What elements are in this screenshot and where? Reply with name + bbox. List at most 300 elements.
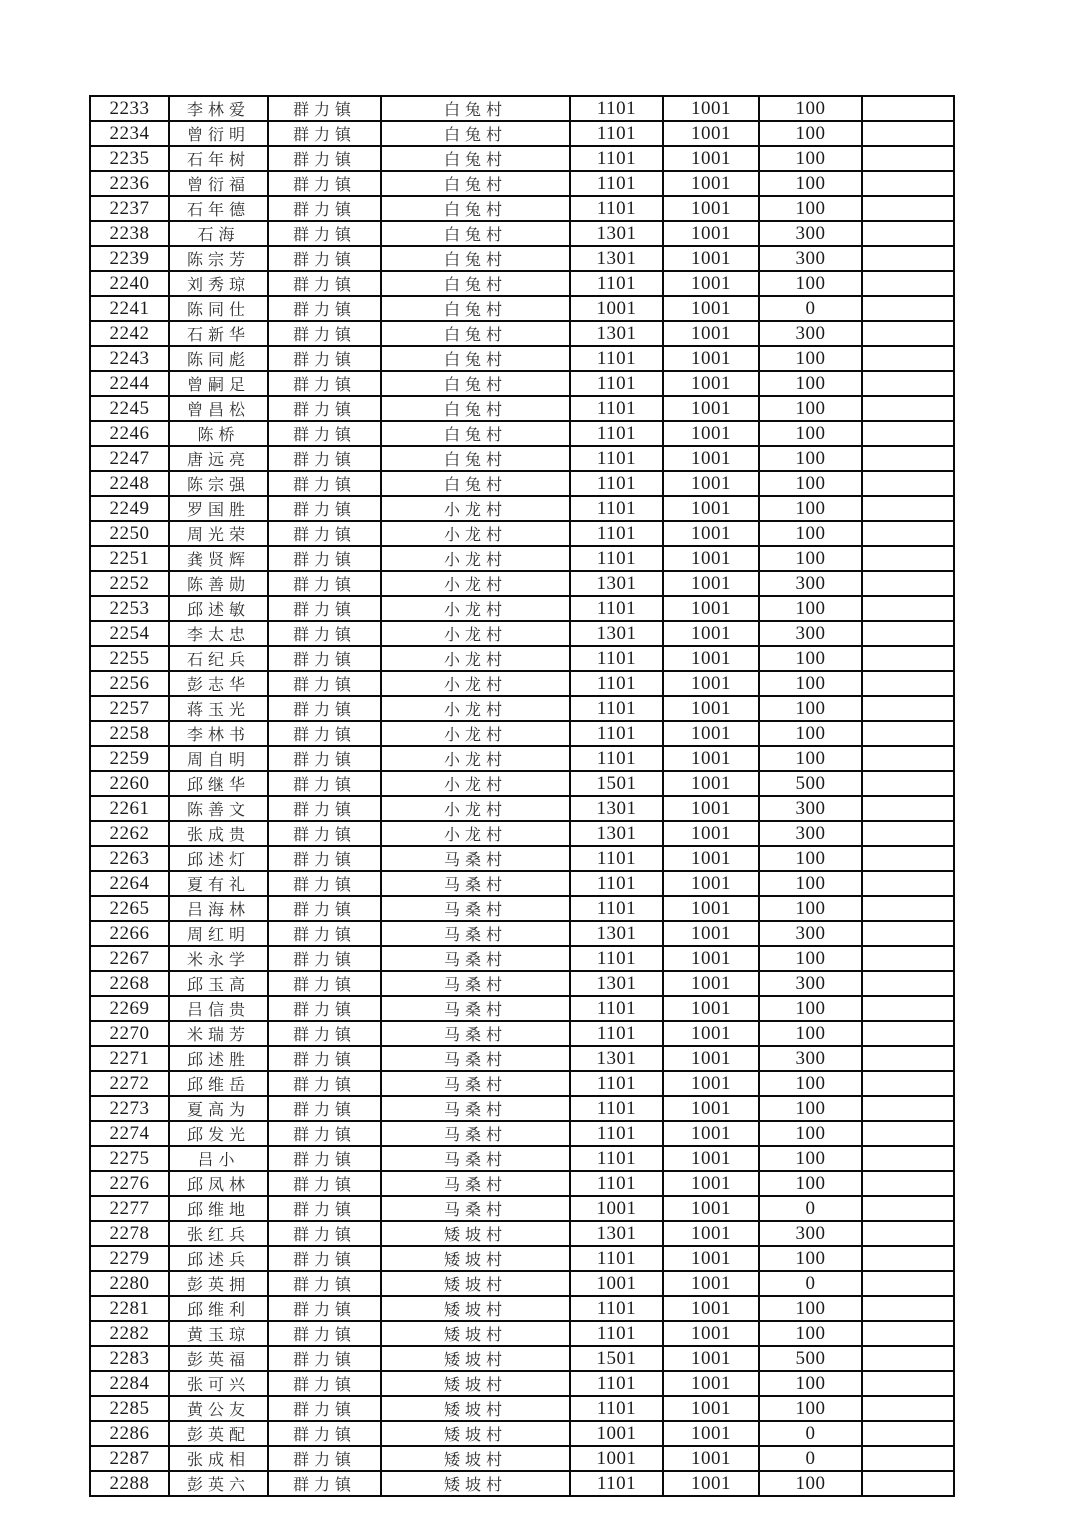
value2-cell: 1001: [663, 221, 759, 246]
town-cell: 群力镇: [268, 721, 381, 746]
value2-cell: 1001: [663, 596, 759, 621]
value3-cell: 100: [759, 1396, 862, 1421]
town-cell: 群力镇: [268, 796, 381, 821]
town-cell: 群力镇: [268, 171, 381, 196]
value3-cell: 100: [759, 746, 862, 771]
index-cell: 2286: [90, 1421, 169, 1446]
name-cell: 陈桥: [169, 421, 268, 446]
table-row: [90, 446, 954, 471]
value3-cell: 100: [759, 496, 862, 521]
blank-cell: [862, 1221, 954, 1246]
value2-cell: 1001: [663, 571, 759, 596]
name-cell: 张成相: [169, 1446, 268, 1471]
index-cell: 2265: [90, 896, 169, 921]
value3-cell: 100: [759, 271, 862, 296]
index-cell: 2235: [90, 146, 169, 171]
table-row: [90, 496, 954, 521]
name-cell: 邱述兵: [169, 1246, 268, 1271]
value2-cell: 1001: [663, 1446, 759, 1471]
value3-cell: 100: [759, 471, 862, 496]
value1-cell: 1001: [570, 1421, 663, 1446]
value3-cell: 100: [759, 371, 862, 396]
town-cell: 群力镇: [268, 596, 381, 621]
town-cell: 群力镇: [268, 1196, 381, 1221]
value1-cell: 1101: [570, 546, 663, 571]
table-row: [90, 1271, 954, 1296]
town-cell: 群力镇: [268, 496, 381, 521]
blank-cell: [862, 1121, 954, 1146]
blank-cell: [862, 671, 954, 696]
value1-cell: 1101: [570, 871, 663, 896]
blank-cell: [862, 1196, 954, 1221]
value3-cell: 100: [759, 1171, 862, 1196]
value2-cell: 1001: [663, 1471, 759, 1496]
name-cell: 李林书: [169, 721, 268, 746]
village-cell: 小龙村: [381, 821, 570, 846]
table-row: [90, 1421, 954, 1446]
index-cell: 2252: [90, 571, 169, 596]
value3-cell: 300: [759, 1046, 862, 1071]
blank-cell: [862, 996, 954, 1021]
name-cell: 彭志华: [169, 671, 268, 696]
table-row: [90, 1321, 954, 1346]
town-cell: 群力镇: [268, 146, 381, 171]
value2-cell: 1001: [663, 96, 759, 121]
blank-cell: [862, 1396, 954, 1421]
index-cell: 2255: [90, 646, 169, 671]
table-row: [90, 1121, 954, 1146]
village-cell: 小龙村: [381, 771, 570, 796]
value2-cell: 1001: [663, 296, 759, 321]
table-row: [90, 546, 954, 571]
table-row: [90, 196, 954, 221]
table-row: [90, 646, 954, 671]
value2-cell: 1001: [663, 821, 759, 846]
index-cell: 2278: [90, 1221, 169, 1246]
value3-cell: 100: [759, 1096, 862, 1121]
village-cell: 马桑村: [381, 996, 570, 1021]
index-cell: 2269: [90, 996, 169, 1021]
value1-cell: 1101: [570, 746, 663, 771]
index-cell: 2250: [90, 521, 169, 546]
town-cell: 群力镇: [268, 1321, 381, 1346]
town-cell: 群力镇: [268, 1246, 381, 1271]
table-row: [90, 621, 954, 646]
table-row: [90, 1246, 954, 1271]
town-cell: 群力镇: [268, 96, 381, 121]
table-row: [90, 671, 954, 696]
value3-cell: 100: [759, 346, 862, 371]
blank-cell: [862, 371, 954, 396]
value2-cell: 1001: [663, 1346, 759, 1371]
table-row: [90, 121, 954, 146]
value2-cell: 1001: [663, 546, 759, 571]
blank-cell: [862, 771, 954, 796]
value2-cell: 1001: [663, 771, 759, 796]
name-cell: 刘秀琼: [169, 271, 268, 296]
value1-cell: 1301: [570, 921, 663, 946]
index-cell: 2261: [90, 796, 169, 821]
value3-cell: 0: [759, 1421, 862, 1446]
value2-cell: 1001: [663, 846, 759, 871]
value1-cell: 1001: [570, 296, 663, 321]
town-cell: 群力镇: [268, 421, 381, 446]
index-cell: 2238: [90, 221, 169, 246]
town-cell: 群力镇: [268, 821, 381, 846]
name-cell: 李林爱: [169, 96, 268, 121]
village-cell: 矮坡村: [381, 1421, 570, 1446]
value3-cell: 100: [759, 1146, 862, 1171]
value1-cell: 1101: [570, 1121, 663, 1146]
value1-cell: 1001: [570, 1446, 663, 1471]
value1-cell: 1101: [570, 1146, 663, 1171]
value1-cell: 1501: [570, 771, 663, 796]
table-row: [90, 521, 954, 546]
value3-cell: 300: [759, 796, 862, 821]
value3-cell: 100: [759, 646, 862, 671]
value1-cell: 1101: [570, 646, 663, 671]
value2-cell: 1001: [663, 321, 759, 346]
blank-cell: [862, 271, 954, 296]
value2-cell: 1001: [663, 1021, 759, 1046]
value1-cell: 1101: [570, 1296, 663, 1321]
name-cell: 石海: [169, 221, 268, 246]
village-cell: 白兔村: [381, 196, 570, 221]
table-row: [90, 271, 954, 296]
town-cell: 群力镇: [268, 1221, 381, 1246]
name-cell: 龚贤辉: [169, 546, 268, 571]
index-cell: 2260: [90, 771, 169, 796]
table-row: [90, 996, 954, 1021]
value2-cell: 1001: [663, 1371, 759, 1396]
name-cell: 蒋玉光: [169, 696, 268, 721]
town-cell: 群力镇: [268, 1371, 381, 1396]
value2-cell: 1001: [663, 646, 759, 671]
town-cell: 群力镇: [268, 1271, 381, 1296]
value1-cell: 1101: [570, 1321, 663, 1346]
table-row: [90, 146, 954, 171]
name-cell: 彭英配: [169, 1421, 268, 1446]
roster-table-body: [90, 96, 954, 1496]
value1-cell: 1101: [570, 346, 663, 371]
blank-cell: [862, 96, 954, 121]
index-cell: 2287: [90, 1446, 169, 1471]
town-cell: 群力镇: [268, 321, 381, 346]
town-cell: 群力镇: [268, 221, 381, 246]
village-cell: 矮坡村: [381, 1446, 570, 1471]
value1-cell: 1101: [570, 1071, 663, 1096]
village-cell: 白兔村: [381, 171, 570, 196]
index-cell: 2264: [90, 871, 169, 896]
village-cell: 马桑村: [381, 1021, 570, 1046]
table-row: [90, 846, 954, 871]
name-cell: 陈宗芳: [169, 246, 268, 271]
name-cell: 石年德: [169, 196, 268, 221]
town-cell: 群力镇: [268, 346, 381, 371]
name-cell: 陈宗强: [169, 471, 268, 496]
value3-cell: 100: [759, 721, 862, 746]
table-row: [90, 1296, 954, 1321]
table-row: [90, 571, 954, 596]
village-cell: 马桑村: [381, 1146, 570, 1171]
value1-cell: 1301: [570, 1046, 663, 1071]
value3-cell: 100: [759, 996, 862, 1021]
table-row: [90, 971, 954, 996]
table-row: [90, 1446, 954, 1471]
table-row: [90, 346, 954, 371]
table-row: [90, 1471, 954, 1496]
town-cell: 群力镇: [268, 871, 381, 896]
blank-cell: [862, 471, 954, 496]
blank-cell: [862, 871, 954, 896]
town-cell: 群力镇: [268, 846, 381, 871]
village-cell: 白兔村: [381, 346, 570, 371]
value2-cell: 1001: [663, 1271, 759, 1296]
town-cell: 群力镇: [268, 371, 381, 396]
blank-cell: [862, 221, 954, 246]
value3-cell: 0: [759, 296, 862, 321]
name-cell: 邱发光: [169, 1121, 268, 1146]
blank-cell: [862, 1371, 954, 1396]
blank-cell: [862, 1096, 954, 1121]
value3-cell: 0: [759, 1446, 862, 1471]
village-cell: 小龙村: [381, 671, 570, 696]
value2-cell: 1001: [663, 621, 759, 646]
index-cell: 2251: [90, 546, 169, 571]
village-cell: 小龙村: [381, 621, 570, 646]
value3-cell: 100: [759, 546, 862, 571]
name-cell: 张红兵: [169, 1221, 268, 1246]
name-cell: 石纪兵: [169, 646, 268, 671]
value1-cell: 1101: [570, 121, 663, 146]
town-cell: 群力镇: [268, 246, 381, 271]
value1-cell: 1101: [570, 146, 663, 171]
index-cell: 2263: [90, 846, 169, 871]
value3-cell: 300: [759, 621, 862, 646]
value1-cell: 1101: [570, 521, 663, 546]
blank-cell: [862, 1421, 954, 1446]
village-cell: 白兔村: [381, 271, 570, 296]
index-cell: 2258: [90, 721, 169, 746]
name-cell: 吕小: [169, 1146, 268, 1171]
value2-cell: 1001: [663, 521, 759, 546]
table-row: [90, 696, 954, 721]
table-row: [90, 421, 954, 446]
town-cell: 群力镇: [268, 1096, 381, 1121]
value3-cell: 100: [759, 896, 862, 921]
value1-cell: 1501: [570, 1346, 663, 1371]
index-cell: 2249: [90, 496, 169, 521]
village-cell: 矮坡村: [381, 1271, 570, 1296]
value2-cell: 1001: [663, 396, 759, 421]
blank-cell: [862, 971, 954, 996]
value3-cell: 100: [759, 1021, 862, 1046]
index-cell: 2276: [90, 1171, 169, 1196]
village-cell: 白兔村: [381, 421, 570, 446]
table-row: [90, 96, 954, 121]
value2-cell: 1001: [663, 746, 759, 771]
table-row: [90, 171, 954, 196]
blank-cell: [862, 1071, 954, 1096]
village-cell: 马桑村: [381, 946, 570, 971]
village-cell: 矮坡村: [381, 1321, 570, 1346]
value3-cell: 0: [759, 1271, 862, 1296]
value3-cell: 100: [759, 671, 862, 696]
blank-cell: [862, 146, 954, 171]
value1-cell: 1101: [570, 696, 663, 721]
table-row: [90, 246, 954, 271]
table-row: [90, 1221, 954, 1246]
value3-cell: 300: [759, 221, 862, 246]
value2-cell: 1001: [663, 471, 759, 496]
town-cell: 群力镇: [268, 621, 381, 646]
index-cell: 2247: [90, 446, 169, 471]
town-cell: 群力镇: [268, 471, 381, 496]
town-cell: 群力镇: [268, 971, 381, 996]
value3-cell: 100: [759, 396, 862, 421]
value2-cell: 1001: [663, 946, 759, 971]
village-cell: 小龙村: [381, 746, 570, 771]
village-cell: 马桑村: [381, 1071, 570, 1096]
name-cell: 周红明: [169, 921, 268, 946]
village-cell: 矮坡村: [381, 1396, 570, 1421]
value3-cell: 100: [759, 1071, 862, 1096]
village-cell: 白兔村: [381, 396, 570, 421]
value3-cell: 100: [759, 96, 862, 121]
blank-cell: [862, 596, 954, 621]
name-cell: 陈善文: [169, 796, 268, 821]
value1-cell: 1101: [570, 396, 663, 421]
village-cell: 白兔村: [381, 321, 570, 346]
index-cell: 2271: [90, 1046, 169, 1071]
value3-cell: 100: [759, 946, 862, 971]
town-cell: 群力镇: [268, 1171, 381, 1196]
village-cell: 矮坡村: [381, 1371, 570, 1396]
name-cell: 石新华: [169, 321, 268, 346]
table-row: [90, 1396, 954, 1421]
name-cell: 邱继华: [169, 771, 268, 796]
value2-cell: 1001: [663, 346, 759, 371]
value1-cell: 1101: [570, 896, 663, 921]
blank-cell: [862, 796, 954, 821]
town-cell: 群力镇: [268, 896, 381, 921]
index-cell: 2268: [90, 971, 169, 996]
village-cell: 马桑村: [381, 1046, 570, 1071]
name-cell: 陈同彪: [169, 346, 268, 371]
value2-cell: 1001: [663, 1321, 759, 1346]
town-cell: 群力镇: [268, 946, 381, 971]
index-cell: 2279: [90, 1246, 169, 1271]
value1-cell: 1101: [570, 271, 663, 296]
value3-cell: 100: [759, 1296, 862, 1321]
village-cell: 小龙村: [381, 596, 570, 621]
blank-cell: [862, 496, 954, 521]
value2-cell: 1001: [663, 1046, 759, 1071]
name-cell: 石年树: [169, 146, 268, 171]
town-cell: 群力镇: [268, 671, 381, 696]
town-cell: 群力镇: [268, 296, 381, 321]
value2-cell: 1001: [663, 196, 759, 221]
blank-cell: [862, 296, 954, 321]
index-cell: 2257: [90, 696, 169, 721]
blank-cell: [862, 946, 954, 971]
blank-cell: [862, 546, 954, 571]
village-cell: 马桑村: [381, 896, 570, 921]
village-cell: 白兔村: [381, 146, 570, 171]
table-row: [90, 896, 954, 921]
blank-cell: [862, 896, 954, 921]
town-cell: 群力镇: [268, 1046, 381, 1071]
blank-cell: [862, 171, 954, 196]
town-cell: 群力镇: [268, 1296, 381, 1321]
town-cell: 群力镇: [268, 1346, 381, 1371]
index-cell: 2280: [90, 1271, 169, 1296]
value2-cell: 1001: [663, 1146, 759, 1171]
value2-cell: 1001: [663, 1421, 759, 1446]
value2-cell: 1001: [663, 121, 759, 146]
value1-cell: 1301: [570, 246, 663, 271]
village-cell: 矮坡村: [381, 1296, 570, 1321]
value1-cell: 1301: [570, 621, 663, 646]
blank-cell: [862, 1171, 954, 1196]
value1-cell: 1101: [570, 946, 663, 971]
value3-cell: 100: [759, 171, 862, 196]
town-cell: 群力镇: [268, 121, 381, 146]
index-cell: 2236: [90, 171, 169, 196]
value1-cell: 1301: [570, 971, 663, 996]
value3-cell: 500: [759, 771, 862, 796]
village-cell: 马桑村: [381, 871, 570, 896]
blank-cell: [862, 196, 954, 221]
value1-cell: 1001: [570, 1196, 663, 1221]
value2-cell: 1001: [663, 796, 759, 821]
blank-cell: [862, 246, 954, 271]
name-cell: 曾衍福: [169, 171, 268, 196]
value1-cell: 1101: [570, 496, 663, 521]
table-row: [90, 321, 954, 346]
blank-cell: [862, 1471, 954, 1496]
village-cell: 小龙村: [381, 796, 570, 821]
town-cell: 群力镇: [268, 1146, 381, 1171]
value1-cell: 1101: [570, 671, 663, 696]
value1-cell: 1101: [570, 171, 663, 196]
index-cell: 2240: [90, 271, 169, 296]
village-cell: 小龙村: [381, 546, 570, 571]
value3-cell: 0: [759, 1196, 862, 1221]
value3-cell: 100: [759, 1121, 862, 1146]
table-row: [90, 721, 954, 746]
blank-cell: [862, 1446, 954, 1471]
index-cell: 2254: [90, 621, 169, 646]
value3-cell: 100: [759, 1471, 862, 1496]
village-cell: 矮坡村: [381, 1346, 570, 1371]
value3-cell: 500: [759, 1346, 862, 1371]
blank-cell: [862, 446, 954, 471]
index-cell: 2272: [90, 1071, 169, 1096]
town-cell: 群力镇: [268, 546, 381, 571]
town-cell: 群力镇: [268, 1471, 381, 1496]
town-cell: 群力镇: [268, 746, 381, 771]
table-row: [90, 946, 954, 971]
village-cell: 白兔村: [381, 296, 570, 321]
town-cell: 群力镇: [268, 646, 381, 671]
index-cell: 2283: [90, 1346, 169, 1371]
value2-cell: 1001: [663, 271, 759, 296]
name-cell: 周自明: [169, 746, 268, 771]
value3-cell: 100: [759, 846, 862, 871]
value1-cell: 1001: [570, 1271, 663, 1296]
name-cell: 周光荣: [169, 521, 268, 546]
